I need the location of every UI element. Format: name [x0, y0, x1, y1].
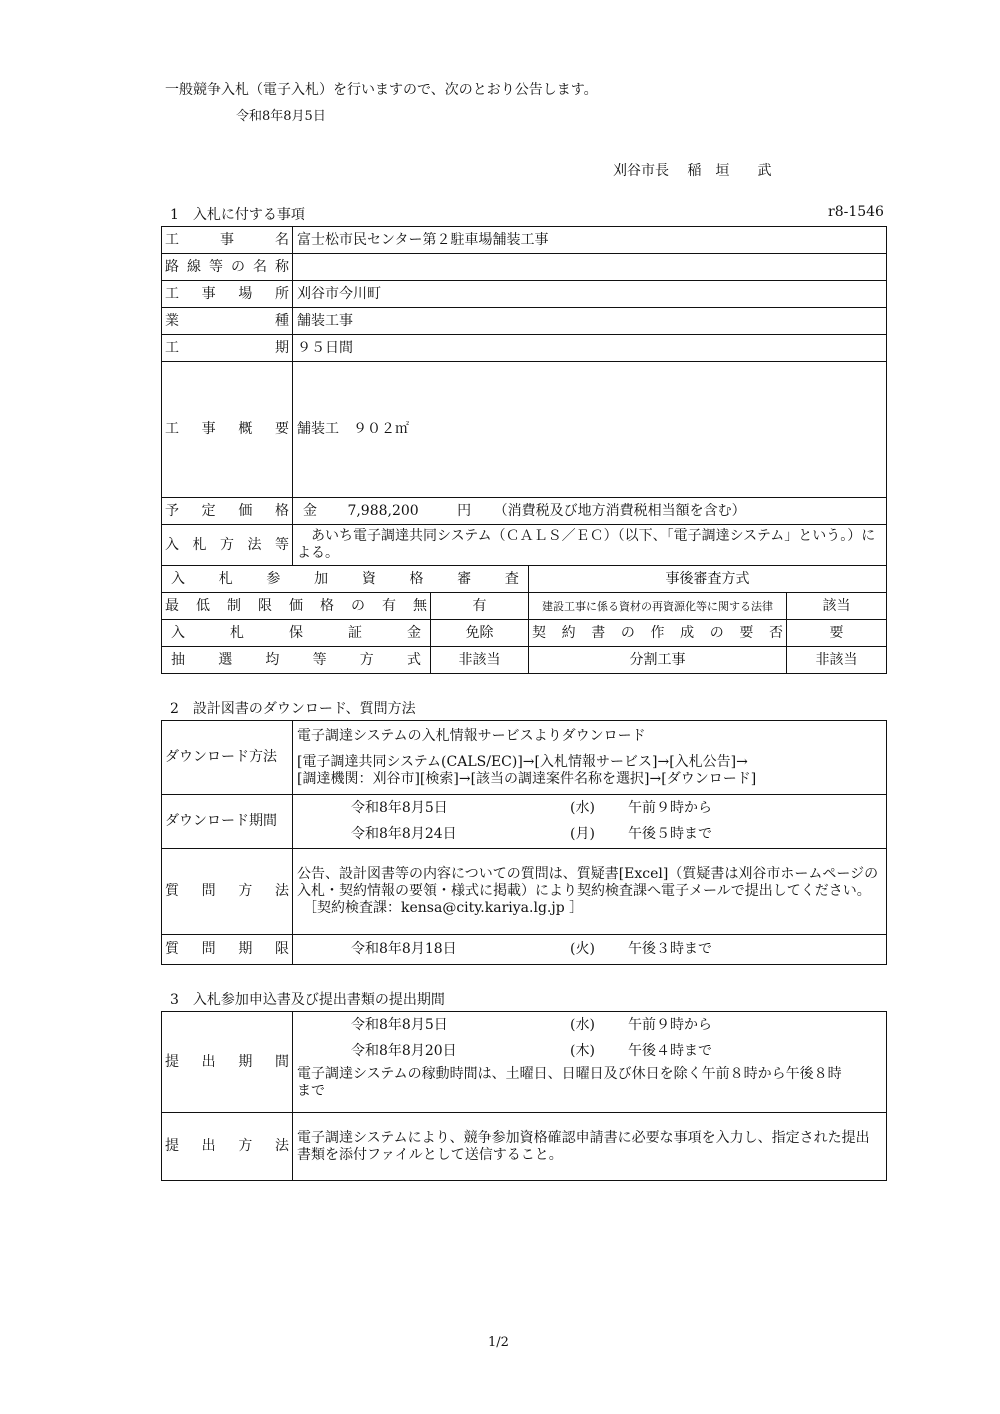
section2-heading: 2 設計図書のダウンロード、質問方法: [170, 701, 416, 717]
row-submit-method: [162, 1113, 887, 1181]
announcement-text: 一般競争入札（電子入札）を行いますので、次のとおり公告します。: [165, 82, 598, 98]
question-deadline-label: 質 問 期 限: [165, 941, 289, 957]
submit-method-label: 提 出 方 法: [165, 1138, 289, 1154]
planned-price-value: [293, 498, 887, 525]
contract-doc-label: 契 約 書 の 作 成 の 要 否: [532, 624, 783, 641]
download-start-time: 午前９時から: [628, 800, 712, 816]
submit-method-value: 電子調達システムにより、競争参加資格確認申請書に必要な事項を入力し、指定された提出書類を添付ファイルとして送信すること。: [293, 1113, 887, 1181]
row-route-name: [162, 254, 887, 281]
qualification-label: 入 札 参 加 資 格 審 査: [171, 570, 519, 587]
row-question-method: [162, 849, 887, 935]
submit-start-day: (水): [570, 1016, 595, 1033]
row-location: [162, 281, 887, 308]
question-deadline-day: (火): [570, 941, 595, 957]
submit-start-time: 午前９時から: [628, 1016, 712, 1033]
download-start-day: (水): [570, 800, 595, 816]
announcement-date: 令和8年8月5日: [236, 109, 326, 124]
submit-end-date: 令和8年8月20日: [351, 1042, 457, 1059]
industry-value: 舗装工事: [293, 308, 887, 335]
mayor-title: 刈谷市長: [613, 163, 669, 179]
price-tax-note: （消費税及び地方消費税相当額を含む）: [493, 502, 746, 519]
lottery-value: 非該当: [431, 647, 529, 674]
lottery-label: 抽 選 均 等 方 式: [171, 651, 421, 668]
price-amount: 7,988,200: [347, 502, 419, 519]
planned-price-label: 予 定 価 格: [165, 502, 289, 519]
submit-end-time: 午後４時まで: [628, 1042, 712, 1059]
deposit-value: 免除: [431, 620, 529, 647]
section1-heading: 1 入札に付する事項: [170, 207, 305, 223]
row-question-deadline: [162, 935, 887, 965]
download-end-date: 令和8年8月24日: [351, 826, 457, 842]
row-planned-price: [162, 498, 887, 525]
submit-period-label: 提 出 期 間: [165, 1053, 289, 1070]
qualification-value: 事後審査方式: [529, 566, 887, 593]
row-construction-name: [162, 227, 887, 254]
row-period: [162, 335, 887, 362]
page-number: 1/2: [488, 1335, 509, 1350]
route-name-value: [293, 254, 887, 281]
bid-items-table: [161, 226, 887, 674]
min-price-value: 有: [431, 593, 529, 620]
question-contact: ［契約検査課：kensa@city.kariya.lg.jp ］: [303, 900, 584, 916]
contract-doc-value: 要: [787, 620, 887, 647]
location-label: 工 事 場 所: [165, 285, 289, 302]
section3-heading: 3 入札参加申込書及び提出書類の提出期間: [170, 992, 445, 1008]
split-work-value: 非該当: [787, 647, 887, 674]
price-prefix: 金: [303, 502, 317, 519]
overview-label: 工 事 概 要: [165, 421, 289, 437]
row-download-period: [162, 795, 887, 849]
construction-name-value: 富士松市民センター第２駐車場舗装工事: [293, 227, 887, 254]
download-period-label: ダウンロード期間: [162, 795, 293, 849]
location-value: 刈谷市今川町: [293, 281, 887, 308]
download-period-start: [297, 796, 882, 822]
download-method-line1: 電子調達システムの入札情報サービスよりダウンロード: [297, 727, 646, 744]
min-price-label: 最 低 制 限 価 格 の 有 無: [165, 597, 427, 614]
question-deadline-time: 午後３時まで: [628, 941, 712, 957]
question-deadline-date: 令和8年8月18日: [351, 941, 457, 957]
row-overview: [162, 362, 887, 498]
system-hours-note: 電子調達システムの稼動時間は、土曜日、日曜日及び休日を除く午前８時から午後８時まで: [297, 1066, 842, 1099]
recycling-law-label: 建設工事に係る資材の再資源化等に関する法律: [529, 593, 787, 620]
download-question-table: [161, 720, 887, 965]
row-download-method: [162, 721, 887, 795]
submit-start-date: 令和8年8月5日: [351, 1016, 448, 1033]
download-period-end: [297, 822, 882, 848]
overview-value: 舗装工 ９０２㎡: [293, 362, 887, 498]
download-method-label: ダウンロード方法: [162, 721, 293, 795]
row-qualification: [162, 566, 887, 593]
submit-period-end: [297, 1038, 882, 1064]
question-deadline-line: [297, 941, 882, 958]
row-lottery: [162, 647, 887, 674]
construction-name-label: 工 事 名: [165, 231, 289, 248]
route-name-label: 路 線 等 の 名 称: [165, 258, 289, 275]
period-label: 工 期: [165, 339, 289, 356]
deposit-label: 入 札 保 証 金: [171, 624, 421, 641]
submit-period-value: [293, 1012, 887, 1113]
row-min-price: [162, 593, 887, 620]
download-period-value: [293, 795, 887, 849]
row-submit-period: [162, 1012, 887, 1113]
submit-period-start: [297, 1012, 882, 1038]
price-unit: 円: [457, 502, 472, 519]
download-method-line3: [調達機関：刈谷市][検索]→[該当の調達案件名称を選択]→[ダウンロード]: [297, 770, 757, 787]
period-value: ９５日間: [293, 335, 887, 362]
industry-label: 業 種: [165, 312, 289, 329]
bid-method-label: 入 札 方 法 等: [165, 536, 289, 553]
row-deposit: [162, 620, 887, 647]
mayor-signature: [613, 160, 771, 180]
download-start-date: 令和8年8月5日: [351, 800, 448, 816]
download-method-value: [293, 721, 887, 795]
split-work-label: 分割工事: [529, 647, 787, 674]
bid-method-value: あいち電子調達共同システム（ＣＡＬＳ／ＥＣ）（以下、「電子調達システム」という。）による。: [293, 525, 887, 566]
recycling-law-value: 該当: [787, 593, 887, 620]
submit-end-day: (木): [570, 1042, 595, 1059]
submission-table: [161, 1011, 887, 1181]
question-method-value: [293, 849, 887, 935]
question-deadline-value: [293, 935, 887, 965]
row-industry: [162, 308, 887, 335]
question-method-label: 質 問 方 法: [165, 883, 289, 899]
download-end-day: (月): [570, 826, 595, 842]
row-bid-method: [162, 525, 887, 566]
mayor-name: 稲 垣 武: [687, 163, 772, 179]
download-method-line2: [電子調達共同システム(CALS/EC)]→[入札情報サービス]→[入札公告]→: [297, 753, 748, 770]
reference-number: r8-1546: [828, 204, 884, 220]
question-method-text: 公告、設計図書等の内容についての質問は、質疑書[Excel]（質疑書は刈谷市ホームページの入札・契約情報の要領・様式に掲載）により契約検査課へ電子メールで提出してください。: [297, 866, 879, 899]
download-end-time: 午後５時まで: [628, 826, 712, 842]
